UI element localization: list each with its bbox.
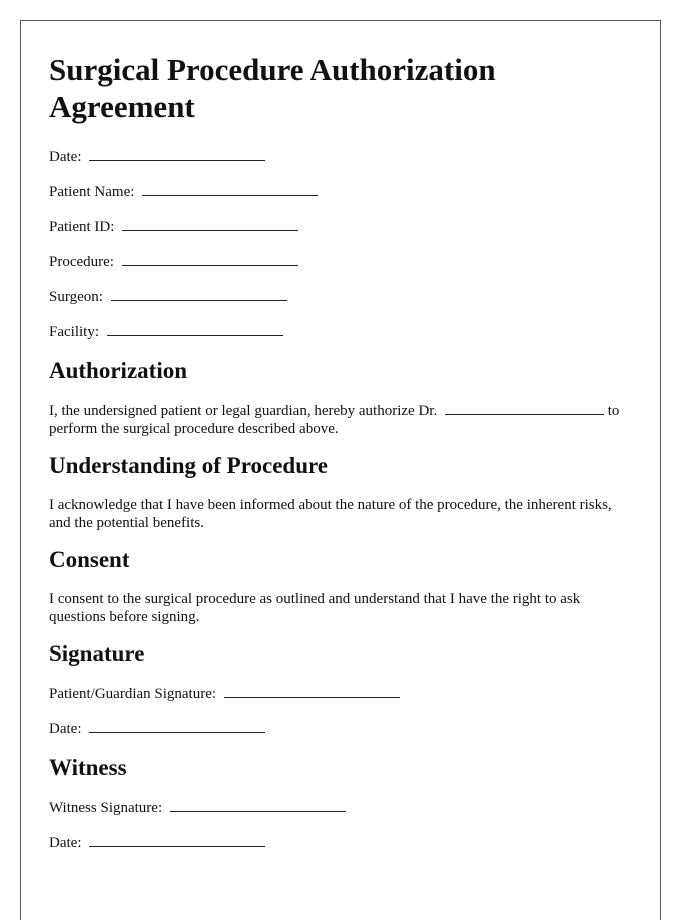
authorization-heading: Authorization (49, 358, 187, 383)
patient-signature-label: Patient/Guardian Signature: (49, 686, 217, 702)
signature-heading: Signature (49, 641, 145, 666)
signature-date-label: Date: (49, 721, 82, 737)
patient-id-label: Patient ID: (49, 219, 115, 235)
witness-signature-blank-line[interactable] (170, 798, 346, 812)
understanding-heading: Understanding of Procedure (49, 453, 328, 478)
date-label: Date: (49, 149, 82, 165)
patient-signature-blank-line[interactable] (224, 684, 400, 698)
consent-paragraph: I consent to the surgical procedure as outlined and understand that I have the right to ask questions before signing. (49, 591, 581, 625)
patient-signature-field (49, 684, 632, 703)
witness-date-field (49, 833, 632, 852)
patient-id-blank-line[interactable] (122, 217, 298, 231)
date-blank-line[interactable] (89, 147, 265, 161)
facility-blank-line[interactable] (107, 322, 283, 336)
witness-heading: Witness (49, 755, 127, 780)
witness-date-label: Date: (49, 835, 82, 851)
patient-name-label: Patient Name: (49, 184, 135, 200)
authorized-doctor-blank-line[interactable] (445, 401, 604, 415)
facility-field (49, 322, 632, 341)
authorization-text-end: to perform the surgical procedure described above. (49, 403, 620, 437)
witness-signature-field (49, 798, 632, 817)
surgeon-field (49, 287, 632, 306)
procedure-label: Procedure: (49, 254, 114, 270)
signature-date-field (49, 719, 632, 738)
surgeon-label: Surgeon: (49, 289, 103, 305)
patient-name-blank-line[interactable] (142, 182, 318, 196)
patient-name-field (49, 182, 632, 201)
procedure-blank-line[interactable] (122, 252, 298, 266)
authorization-text-start: I, the undersigned patient or legal guardian, hereby authorize Dr. (49, 403, 438, 419)
understanding-paragraph: I acknowledge that I have been informed about the nature of the procedure, the inherent risks, and the potential benefits. (49, 497, 612, 531)
facility-label: Facility: (49, 324, 99, 340)
consent-heading: Consent (49, 547, 130, 572)
surgeon-blank-line[interactable] (111, 287, 287, 301)
authorization-paragraph (49, 401, 632, 438)
witness-date-blank-line[interactable] (89, 833, 265, 847)
document-title: Surgical Procedure Authorization Agreement (49, 52, 496, 124)
patient-id-field (49, 217, 632, 236)
consent-form-page (20, 20, 661, 920)
date-field (49, 147, 632, 166)
signature-date-blank-line[interactable] (89, 719, 265, 733)
procedure-field (49, 252, 632, 271)
witness-signature-label: Witness Signature: (49, 800, 163, 816)
